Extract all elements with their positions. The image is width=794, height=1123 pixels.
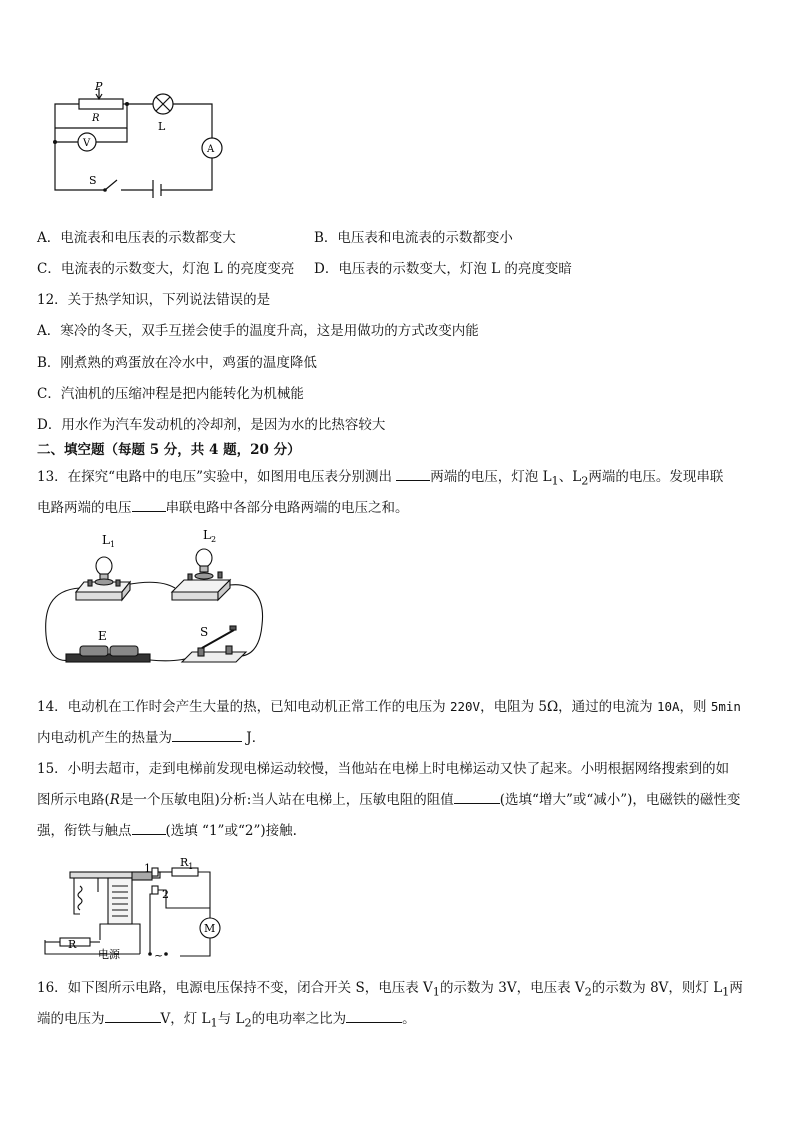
q16-blank-1[interactable] xyxy=(105,1009,161,1023)
q12-option-a: A．寒冷的冬天，双手互搓会使手的温度升高，这是用做功的方式改变内能 xyxy=(37,323,479,339)
label-p: P xyxy=(95,80,103,93)
q15-blank-1[interactable] xyxy=(454,790,500,804)
q11-option-b: B．电压表和电流表的示数都变小 xyxy=(314,230,513,246)
circuit-figure-2 xyxy=(40,530,270,670)
q13-blank-2[interactable] xyxy=(132,498,166,512)
q16-blank-2[interactable] xyxy=(346,1009,402,1023)
label-a: A xyxy=(207,144,215,155)
label-contact-1: 1 xyxy=(144,862,151,875)
circuit-figure-3 xyxy=(40,858,240,968)
label-m: M xyxy=(204,922,216,935)
label-ac: ~ xyxy=(154,949,164,962)
q14-line-1: 14．电动机在工作时会产生大量的热，已知电动机正常工作的电压为 220V，电阻为 5Ω，通过的电流为 10A，则 5min xyxy=(37,699,741,715)
label-r1: $R_1$ xyxy=(180,858,194,871)
label-r: R xyxy=(68,938,77,951)
q12-option-d: D．用水作为汽车发动机的冷却剂，是因为水的比热容较大 xyxy=(37,417,386,433)
q12-option-b: B．刚煮熟的鸡蛋放在冷水中，鸡蛋的温度降低 xyxy=(37,355,317,371)
label-s2: S xyxy=(200,625,209,639)
q14-line-2: 内电动机产生的热量为 J． xyxy=(37,730,266,746)
q11-option-d: D．电压表的示数变大，灯泡 L 的亮度变暗 xyxy=(314,261,572,277)
label-s: S xyxy=(89,174,97,187)
q16-line-2: 端的电压为 V，灯 $L_1$与 $L_2$的电功率之比为 。 xyxy=(37,1011,416,1030)
label-r: R xyxy=(92,113,100,124)
q15-line-2: 图所示电路(R是一个压敏电阻)分析:当人站在电梯上，压敏电阻的阻值 (选填“增大”或“减小”)，电磁铁的磁性变 xyxy=(37,792,741,808)
label-power: 电源 xyxy=(98,948,120,961)
q13-line-2: 电路两端的电压 串联电路中各部分电路两端的电压之和。 xyxy=(37,500,409,516)
q14-blank[interactable] xyxy=(172,728,242,742)
label-v: V xyxy=(83,138,91,149)
section-heading: 二、填空题（每题 5 分，共 4 题，20 分） xyxy=(37,442,301,458)
q12-stem: 12．关于热学知识，下列说法错误的是 xyxy=(37,292,271,308)
q13-line-1: 13．在探究“电路中的电压”实验中，如图用电压表分别测出 两端的电压，灯泡 $L_1$、$L_2$两端的电压。发现串联 xyxy=(37,469,724,488)
q12-option-c: C．汽油机的压缩冲程是把内能转化为机械能 xyxy=(37,386,304,402)
q15-blank-2[interactable] xyxy=(132,821,166,835)
label-l1: $L_1$ xyxy=(102,533,116,549)
label-l: L xyxy=(158,120,166,133)
label-e: E xyxy=(98,629,107,643)
q11-option-a: A．电流表和电压表的示数都变大 xyxy=(37,230,236,246)
q11-option-c: C．电流表的示数变大，灯泡 L 的亮度变亮 xyxy=(37,261,295,277)
q13-blank-1[interactable] xyxy=(396,467,430,481)
q16-line-1: 16．如下图所示电路，电源电压保持不变，闭合开关 S，电压表 $V_1$的示数为 3V，电压表 $V_2$的示数为 8V，则灯 $L_1$两 xyxy=(37,980,743,999)
circuit-figure-1 xyxy=(45,80,235,198)
q15-line-1: 15．小明去超市，走到电梯前发现电梯运动较慢，当他站在电梯上时电梯运动又快了起来。小明根据网络搜索到的如 xyxy=(37,761,730,777)
label-l2: $L_2$ xyxy=(203,530,217,544)
q15-line-3: 强，衔铁与触点 (选填 “1”或“2”)接触. xyxy=(37,823,297,839)
label-contact-2: 2 xyxy=(162,888,169,901)
